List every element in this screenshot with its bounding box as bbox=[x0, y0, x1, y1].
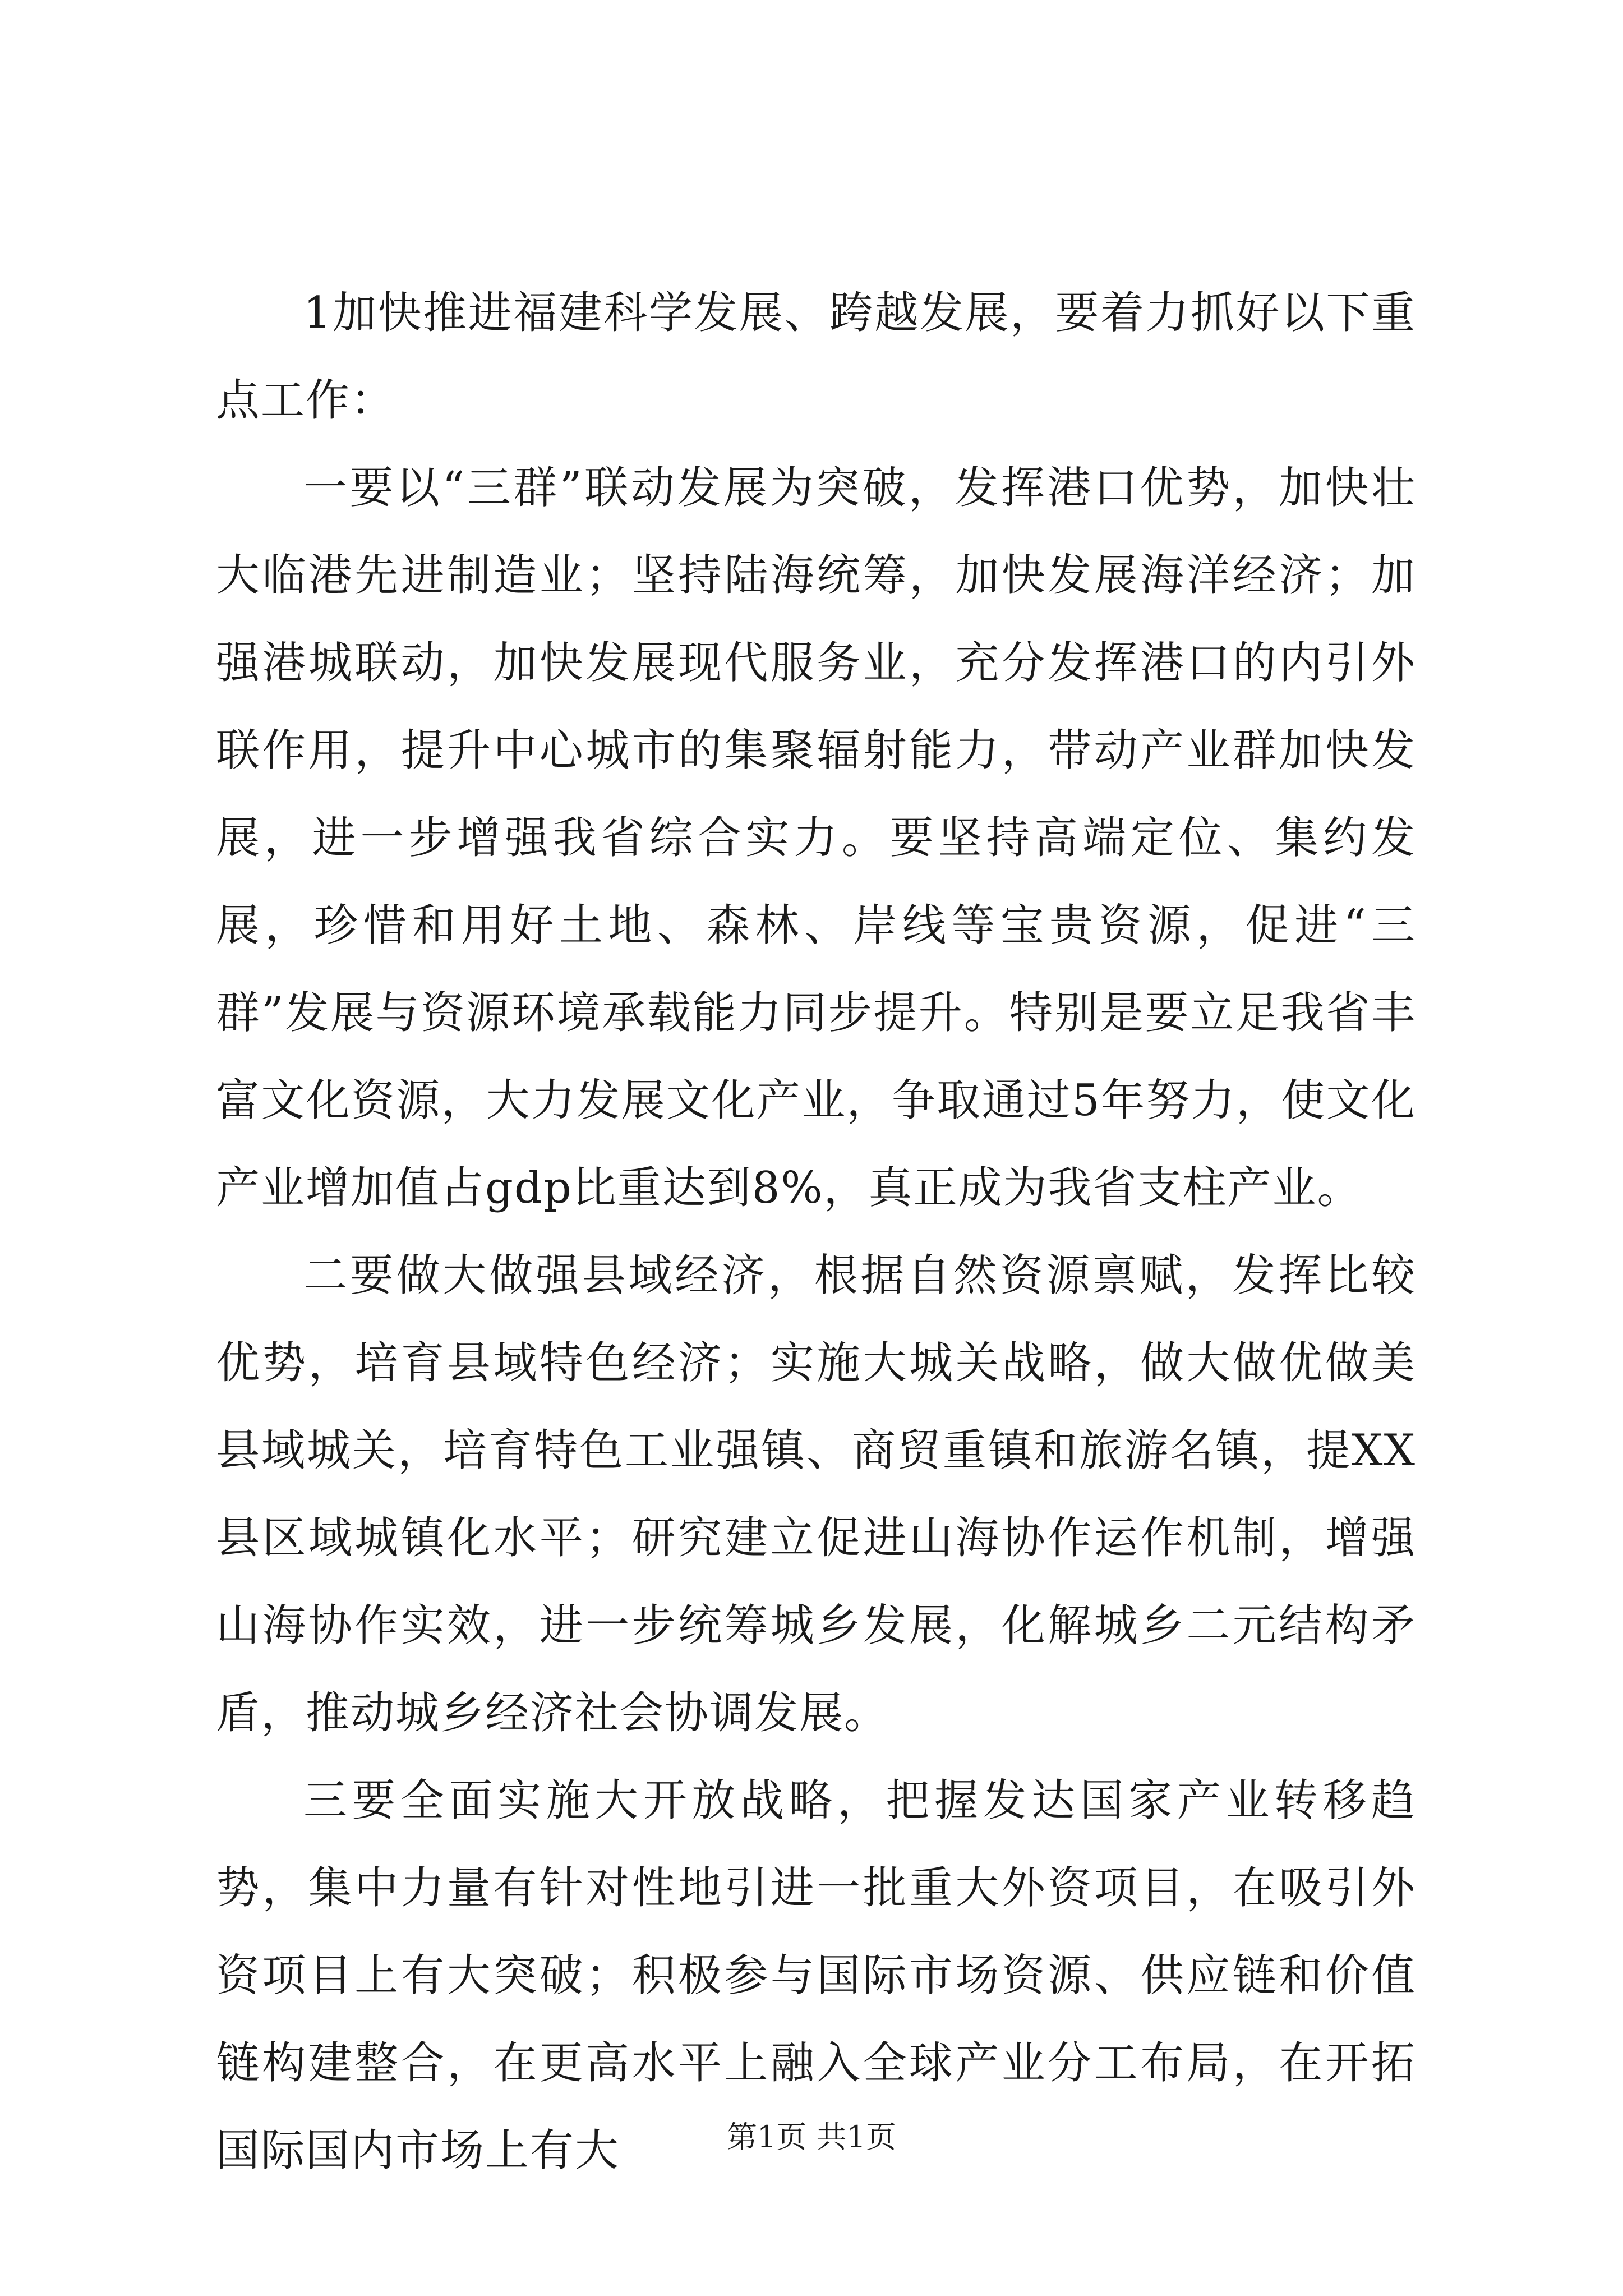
paragraph-second-point: 二要做大做强县域经济，根据自然资源禀赋，发挥比较优势，培育县域特色经济；实施大城关战略，做大做优做美县域城关，培育特色工业强镇、商贸重镇和旅游名镇，提XX县区域城镇化水平；研究建立促进山海协作运作机制，增强山海协作实效，进一步统筹城乡发展，化解城乡二元结构矛盾，推动城乡经济社会协调发展。 bbox=[216, 1250, 1416, 1738]
paragraph-first-point: 一要以“三群”联动发展为突破，发挥港口优势，加快壮大临港先进制造业；坚持陆海统筹，加快发展海洋经济；加强港城联动，加快发展现代服务业，充分发挥港口的内引外联作用，提升中心城市的集聚辐射能力，带动产业群加快发展，进一步增强我省综合实力。要坚持高端定位、集约发展，珍惜和用好土地、森林、岸线等宝贵资源，促进“三群”发展与资源环境承载能力同步提升。特别是要立足我省丰富文化资源，大力发展文化产业，争取通过5年努力，使文化产业增加值占gdp比重达到8%，真正成为我省支柱产业。 bbox=[216, 463, 1416, 1213]
document-body bbox=[216, 269, 1416, 2194]
page-footer: 第1页 共1页 bbox=[727, 2119, 896, 2155]
paragraph-intro: 1加快推进福建科学发展、跨越发展，要着力抓好以下重点工作： bbox=[216, 288, 1416, 426]
paragraph-third-point: 三要全面实施大开放战略，把握发达国家产业转移趋势，集中力量有针对性地引进一批重大外资项目，在吸引外资项目上有大突破；积极参与国际市场资源、供应链和价值链构建整合，在更高水平上融入全球产业分工布局，在开拓国际国内市场上有大 bbox=[216, 1775, 1416, 2176]
